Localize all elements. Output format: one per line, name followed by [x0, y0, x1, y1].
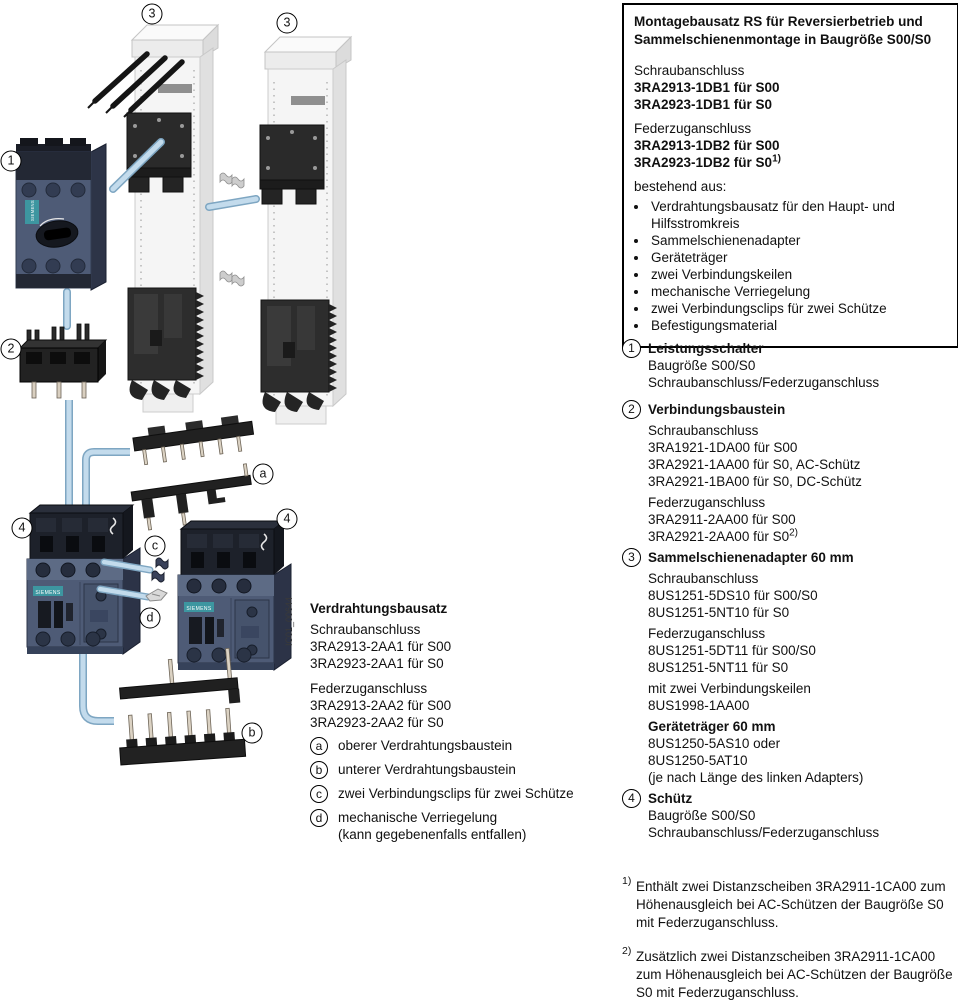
key-circle: b — [310, 761, 328, 779]
lower-wiring-comb-illustration — [117, 707, 245, 765]
product-code-line: 8US1250-5AS10 oder — [648, 736, 781, 751]
bullet-item: • Geräteträger — [649, 249, 949, 266]
legend-number: 2 — [622, 400, 641, 419]
mechanical-interlock-illustration — [146, 589, 167, 601]
key-row-c — [310, 785, 622, 803]
bullet-item: • Verdrahtungsbausatz für den Haupt- und Hilfsstromkreis — [649, 198, 949, 232]
callout-upper-wiring: a — [253, 464, 274, 485]
legend-title: Verbindungsbaustein — [648, 402, 786, 417]
product-code-line: 8US1251-5DT11 für S00/S0 — [648, 643, 816, 658]
footnote-2 — [622, 945, 958, 1000]
parts-legend — [622, 340, 958, 841]
info-box-title: Montagebausatz RS für Reversierbetrieb und Sammelschienenmontage in Baugröße S00/S0 — [634, 14, 932, 47]
product-code-line: 8US1251-5DS10 für S00/S0 — [648, 588, 818, 603]
callout-adapter-right: 3 — [277, 13, 298, 34]
key-circle: c — [310, 785, 328, 803]
product-code-line: 3RA2921-2AA00 für S0$^{2)}$ — [648, 527, 798, 544]
consists-label: bestehend aus: — [634, 179, 727, 194]
legend-title: Sammelschienenadapter 60 mm — [648, 550, 854, 565]
connection-type-label: Schraubanschluss — [634, 63, 745, 78]
text-line: Baugröße S00/S0 — [648, 358, 756, 373]
key-text: mechanische Verriegelung — [338, 810, 498, 825]
legend-number: 1 — [622, 339, 641, 358]
breaker-brand-label: SIEMENS — [30, 200, 35, 221]
key-circle: a — [310, 737, 328, 755]
key-row-a — [310, 737, 622, 755]
callout-clips: c — [145, 536, 166, 557]
footnote-1 — [622, 875, 958, 932]
connector-block-illustration — [20, 324, 106, 398]
key-text: oberer Verdrahtungsbaustein — [338, 738, 513, 753]
key-row-d — [310, 809, 622, 843]
footnote-ref-2: 2) — [789, 527, 798, 539]
product-code-line: 3RA2923-2AA2 für S0 — [310, 715, 444, 730]
footnote-text: Zusätzlich zwei Distanzscheiben 3RA2911-1CA00 zum Höhenausgleich bei AC-Schützen der Baugröße S0 mit Federzuganschluss. — [636, 949, 953, 1000]
legend-item-adapter — [622, 549, 958, 786]
text-line: Federzuganschluss — [310, 681, 428, 696]
legend-number: 4 — [622, 789, 641, 808]
info-box — [622, 3, 958, 348]
connection-type-label: Federzuganschluss — [634, 121, 752, 136]
footnotes — [622, 875, 958, 1000]
footnote-ref: 2) — [622, 945, 632, 957]
bullet-item: • zwei Verbindungsclips für zwei Schütze — [649, 300, 949, 317]
legend-item-breaker — [622, 340, 958, 391]
callout-lower-wiring: b — [242, 723, 263, 744]
carrier-title: Geräteträger 60 mm — [648, 719, 776, 734]
product-code-line: 3RA2921-1AA00 für S0, AC-Schütz — [648, 457, 861, 472]
product-code-line: 3RA2913-1DB2 für S00 — [634, 138, 780, 153]
callout-interlock: d — [140, 608, 161, 629]
key-text: zwei Verbindungsclips für zwei Schütze — [338, 786, 574, 801]
contactor-left-illustration — [27, 505, 140, 654]
footnote-text: Enthält zwei Distanzscheiben 3RA2911-1CA00 zum Höhenausgleich bei AC-Schützen der Baugröße S0 mit Federzuganschluss. — [636, 879, 946, 930]
callout-contactor-left: 4 — [12, 518, 33, 539]
bullet-item: • zwei Verbindungskeilen — [649, 266, 949, 283]
busbar-adapter-right-illustration — [260, 37, 351, 424]
product-code-line: 8US1251-5NT11 für S0 — [648, 660, 789, 675]
key-text: unterer Verdrahtungsbaustein — [338, 762, 516, 777]
circuit-breaker-illustration — [16, 138, 106, 290]
product-code-line: 3RA2923-1DB2 für S0$^{1)}$ — [634, 153, 781, 170]
footnote-ref-1: 1) — [772, 153, 781, 165]
lower-wire-illustration — [83, 654, 114, 721]
product-code-line: 3RA1921-1DA00 für S00 — [648, 440, 798, 455]
connection-clips-illustration — [152, 558, 168, 582]
contents-bullet-list — [634, 198, 949, 334]
wiring-kit-title: Verdrahtungsbausatz — [310, 601, 448, 616]
legend-number: 3 — [622, 548, 641, 567]
legend-title: Schütz — [648, 791, 693, 806]
product-code-line: 8US1251-5NT10 für S0 — [648, 605, 790, 620]
bullet-item: • mechanische Verriegelung — [649, 283, 949, 300]
text-line: Schraubanschluss — [648, 423, 759, 438]
text-line: Schraubanschluss — [310, 622, 421, 637]
legend-item-contactor — [622, 790, 958, 841]
key-text-continued: (kann gegebenenfalls entfallen) — [338, 827, 527, 842]
product-code-line: 3RA2913-1DB1 für S00 — [634, 80, 780, 95]
text-line: Baugröße S00/S0 — [648, 808, 756, 823]
text-line: mit zwei Verbindungskeilen — [648, 681, 811, 696]
text-line: Schraubanschluss/Federzuganschluss — [648, 825, 880, 840]
callout-connector: 2 — [1, 339, 22, 360]
upper-wiring-module-illustration — [132, 413, 256, 465]
product-code-line: 3RA2923-1DB1 für S0 — [634, 97, 773, 112]
connecting-wedges-lower-illustration — [220, 271, 244, 286]
product-code-line: 3RA2911-2AA00 für S00 — [648, 512, 796, 527]
key-row-b — [310, 761, 622, 779]
callout-breaker: 1 — [1, 151, 22, 172]
contactor-right-illustration — [178, 521, 291, 670]
footnote-ref: 1) — [622, 875, 632, 887]
connecting-wedges-upper-illustration — [220, 173, 244, 188]
bullet-item: • Sammelschienenadapter — [649, 232, 949, 249]
product-code-line: 3RA2913-2AA1 für S00 — [310, 639, 452, 654]
callout-adapter-left: 3 — [142, 4, 163, 25]
legend-item-connector — [622, 401, 958, 545]
product-code-line: 3RA2913-2AA2 für S00 — [310, 698, 452, 713]
figure-code: IC01_00644 — [284, 596, 294, 646]
text-line: Federzuganschluss — [648, 626, 766, 641]
product-code-line: 8US1250-5AT10 — [648, 753, 748, 768]
wiring-kit-block — [310, 600, 622, 843]
text-line: Federzuganschluss — [648, 495, 766, 510]
callout-contactor-right: 4 — [277, 509, 298, 530]
legend-title: Leistungsschalter — [648, 341, 764, 356]
product-code-line: 8US1998-1AA00 — [648, 698, 750, 713]
text-line: (je nach Länge des linken Adapters) — [648, 770, 864, 785]
product-code-line: 3RA2923-2AA1 für S0 — [310, 656, 444, 671]
text-line: Schraubanschluss — [648, 571, 759, 586]
key-circle: d — [310, 809, 328, 827]
bullet-item: • Befestigungsmaterial — [649, 317, 949, 334]
product-code-line: 3RA2921-1BA00 für S0, DC-Schütz — [648, 474, 862, 489]
text-line: Schraubanschluss/Federzuganschluss — [648, 375, 880, 390]
